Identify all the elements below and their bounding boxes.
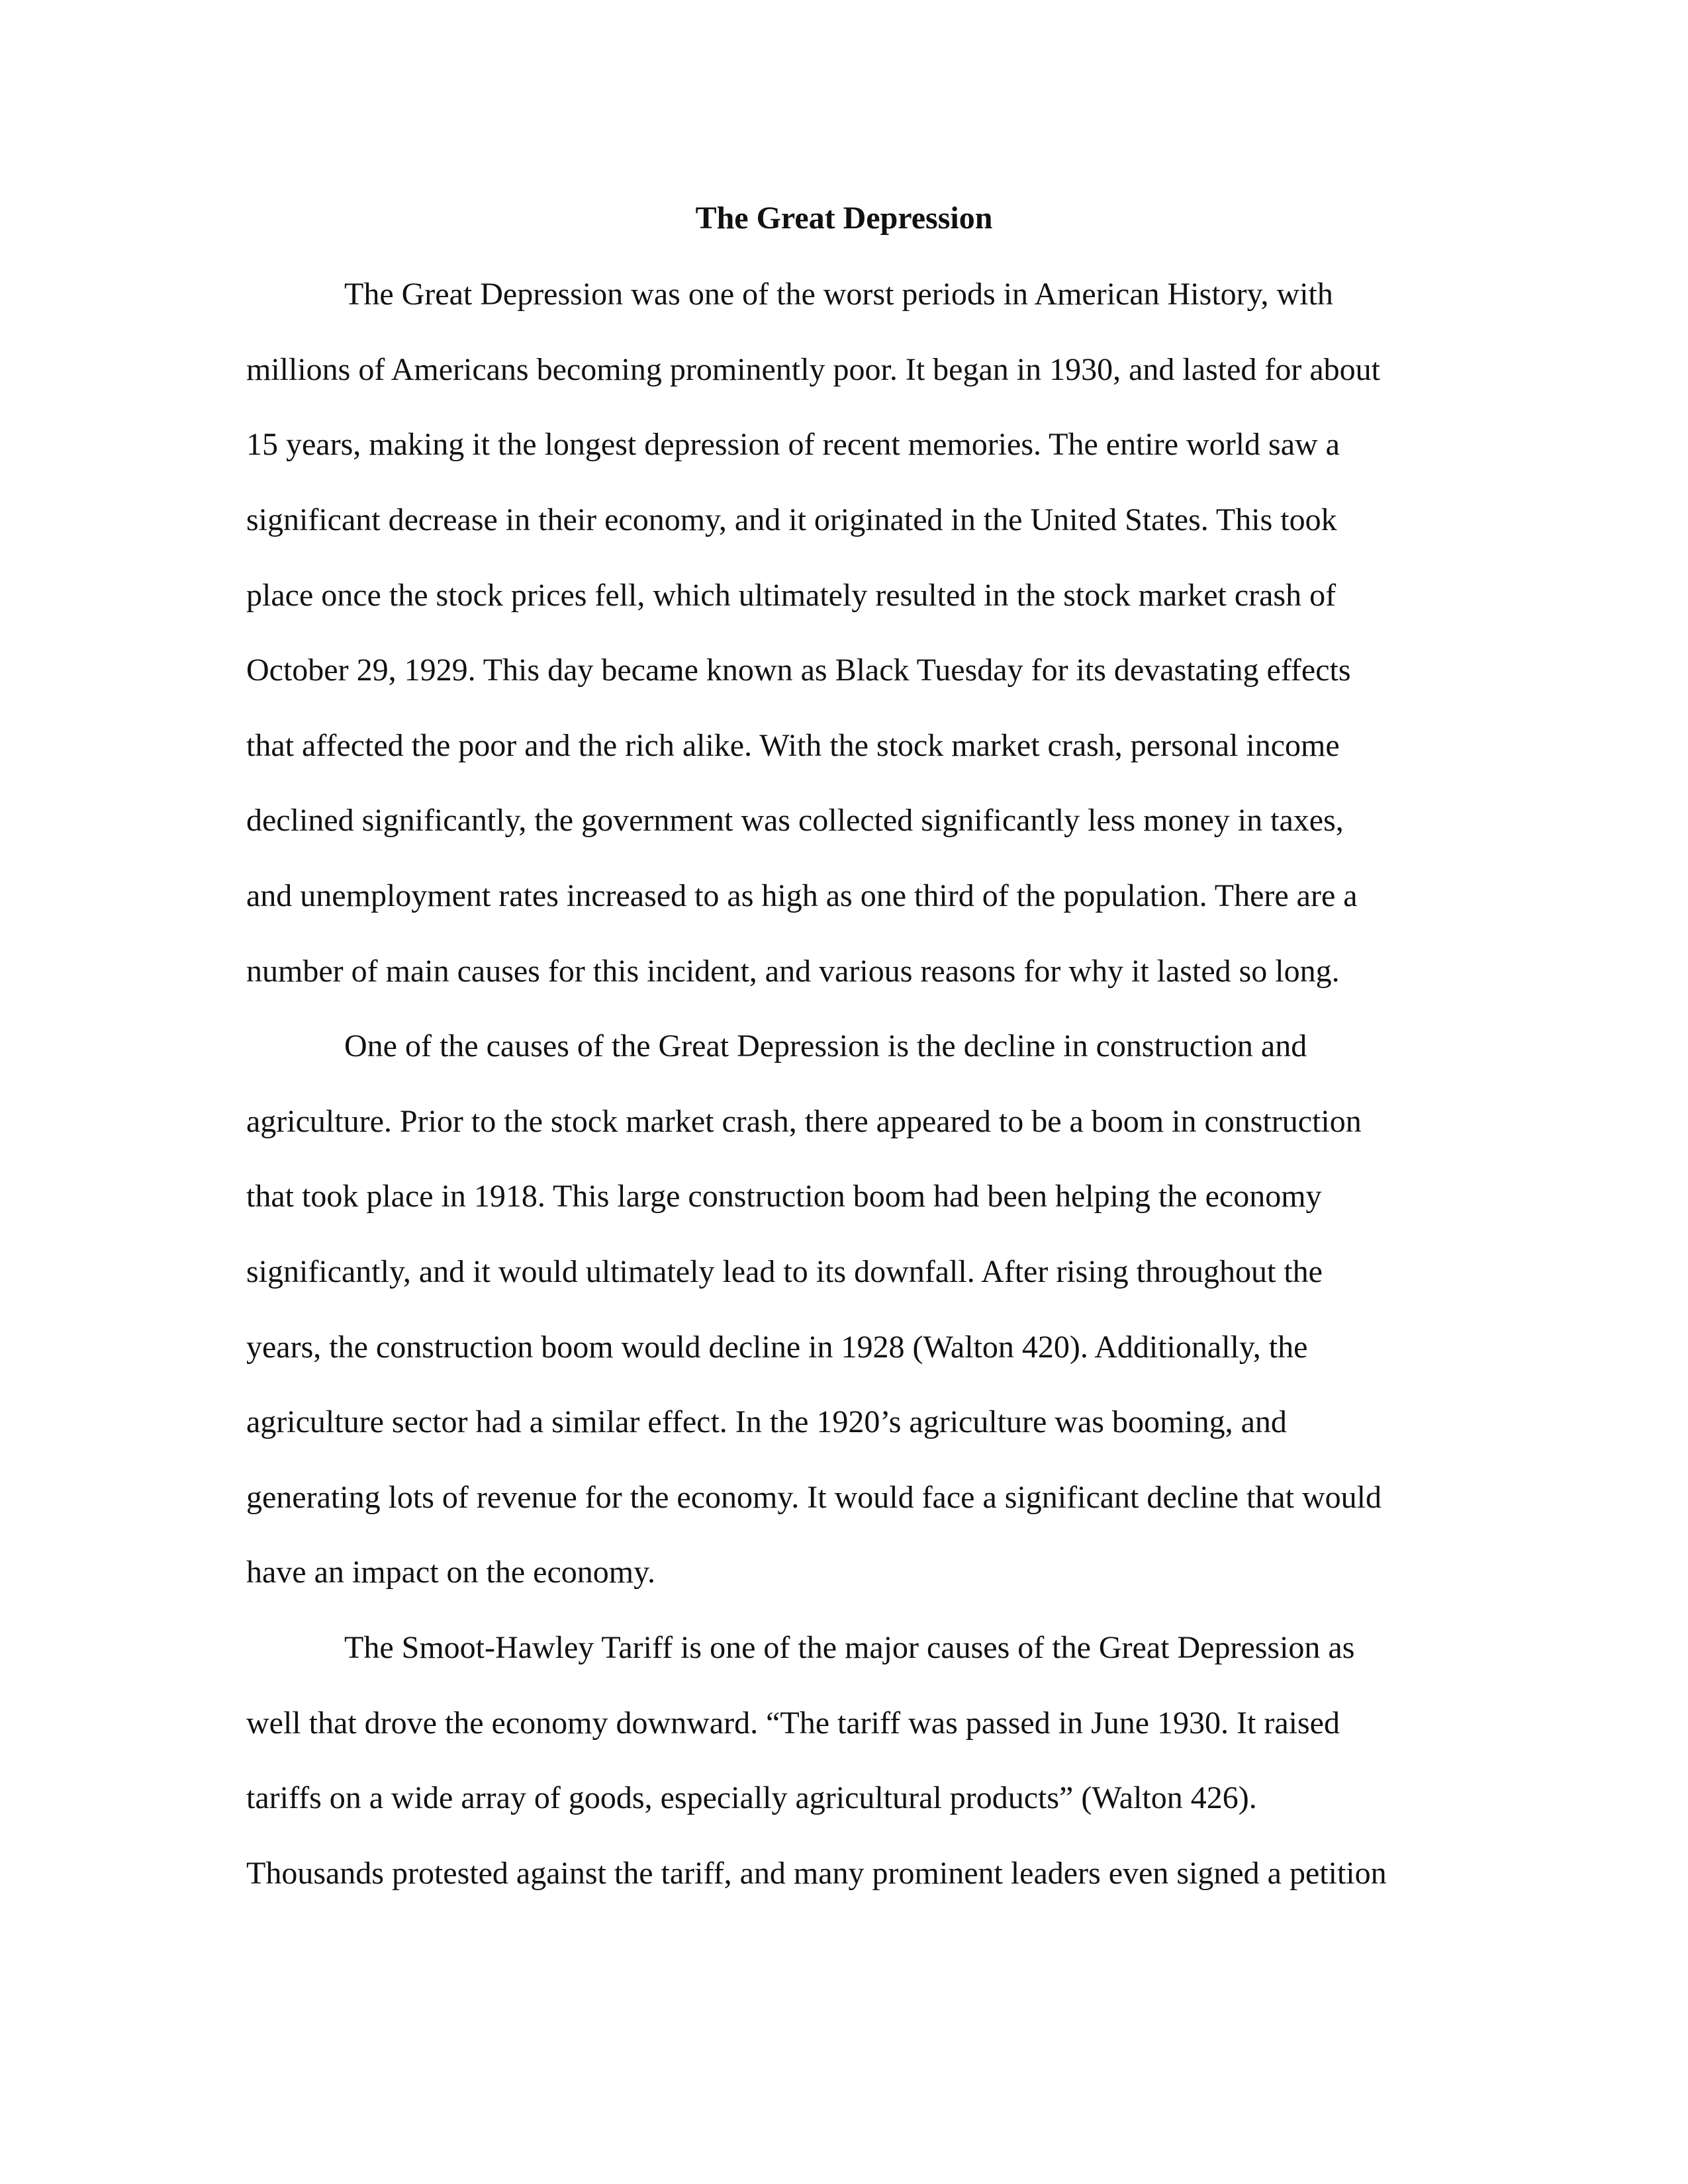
text-line: 15 years, making it the longest depression of recent memories. The entire world saw a bbox=[246, 427, 1340, 462]
text-line: that took place in 1918. This large construction boom had been helping the economy bbox=[246, 1179, 1322, 1214]
text-line: tariffs on a wide array of goods, especially agricultural products” (Walton 426). bbox=[246, 1780, 1257, 1815]
text-line: Thousands protested against the tariff, and many prominent leaders even signed a petition bbox=[246, 1856, 1387, 1891]
text-line: significant decrease in their economy, and it originated in the United States. This took bbox=[246, 502, 1337, 537]
text-line: October 29, 1929. This day became known as Black Tuesday for its devastating effects bbox=[246, 653, 1351, 688]
text-line: years, the construction boom would decline in 1928 (Walton 420). Additionally, the bbox=[246, 1330, 1308, 1365]
text-line: declined significantly, the government was collected significantly less money in taxes, bbox=[246, 803, 1344, 838]
document-title: The Great Depression bbox=[695, 201, 993, 236]
text-line: agriculture. Prior to the stock market crash, there appeared to be a boom in construction bbox=[246, 1104, 1362, 1139]
text-line: One of the causes of the Great Depression is the decline in construction and bbox=[344, 1028, 1307, 1064]
text-line: well that drove the economy downward. “The tariff was passed in June 1930. It raised bbox=[246, 1706, 1340, 1741]
text-line: place once the stock prices fell, which ultimately resulted in the stock market crash of bbox=[246, 578, 1336, 613]
text-line: that affected the poor and the rich alike. With the stock market crash, personal income bbox=[246, 728, 1340, 763]
text-line: number of main causes for this incident, and various reasons for why it lasted so long. bbox=[246, 954, 1340, 989]
text-line: generating lots of revenue for the economy. It would face a significant decline that would bbox=[246, 1480, 1382, 1515]
text-line: significantly, and it would ultimately lead to its downfall. After rising throughout the bbox=[246, 1254, 1323, 1289]
text-line: The Great Depression was one of the worst periods in American History, with bbox=[344, 277, 1333, 312]
text-line: agriculture sector had a similar effect. In the 1920’s agriculture was booming, and bbox=[246, 1404, 1287, 1439]
text-line: The Smoot-Hawley Tariff is one of the major causes of the Great Depression as bbox=[344, 1630, 1355, 1665]
text-line: millions of Americans becoming prominently poor. It began in 1930, and lasted for about bbox=[246, 352, 1380, 387]
text-line: have an impact on the economy. bbox=[246, 1555, 655, 1590]
text-line: and unemployment rates increased to as high as one third of the population. There are a bbox=[246, 878, 1358, 913]
